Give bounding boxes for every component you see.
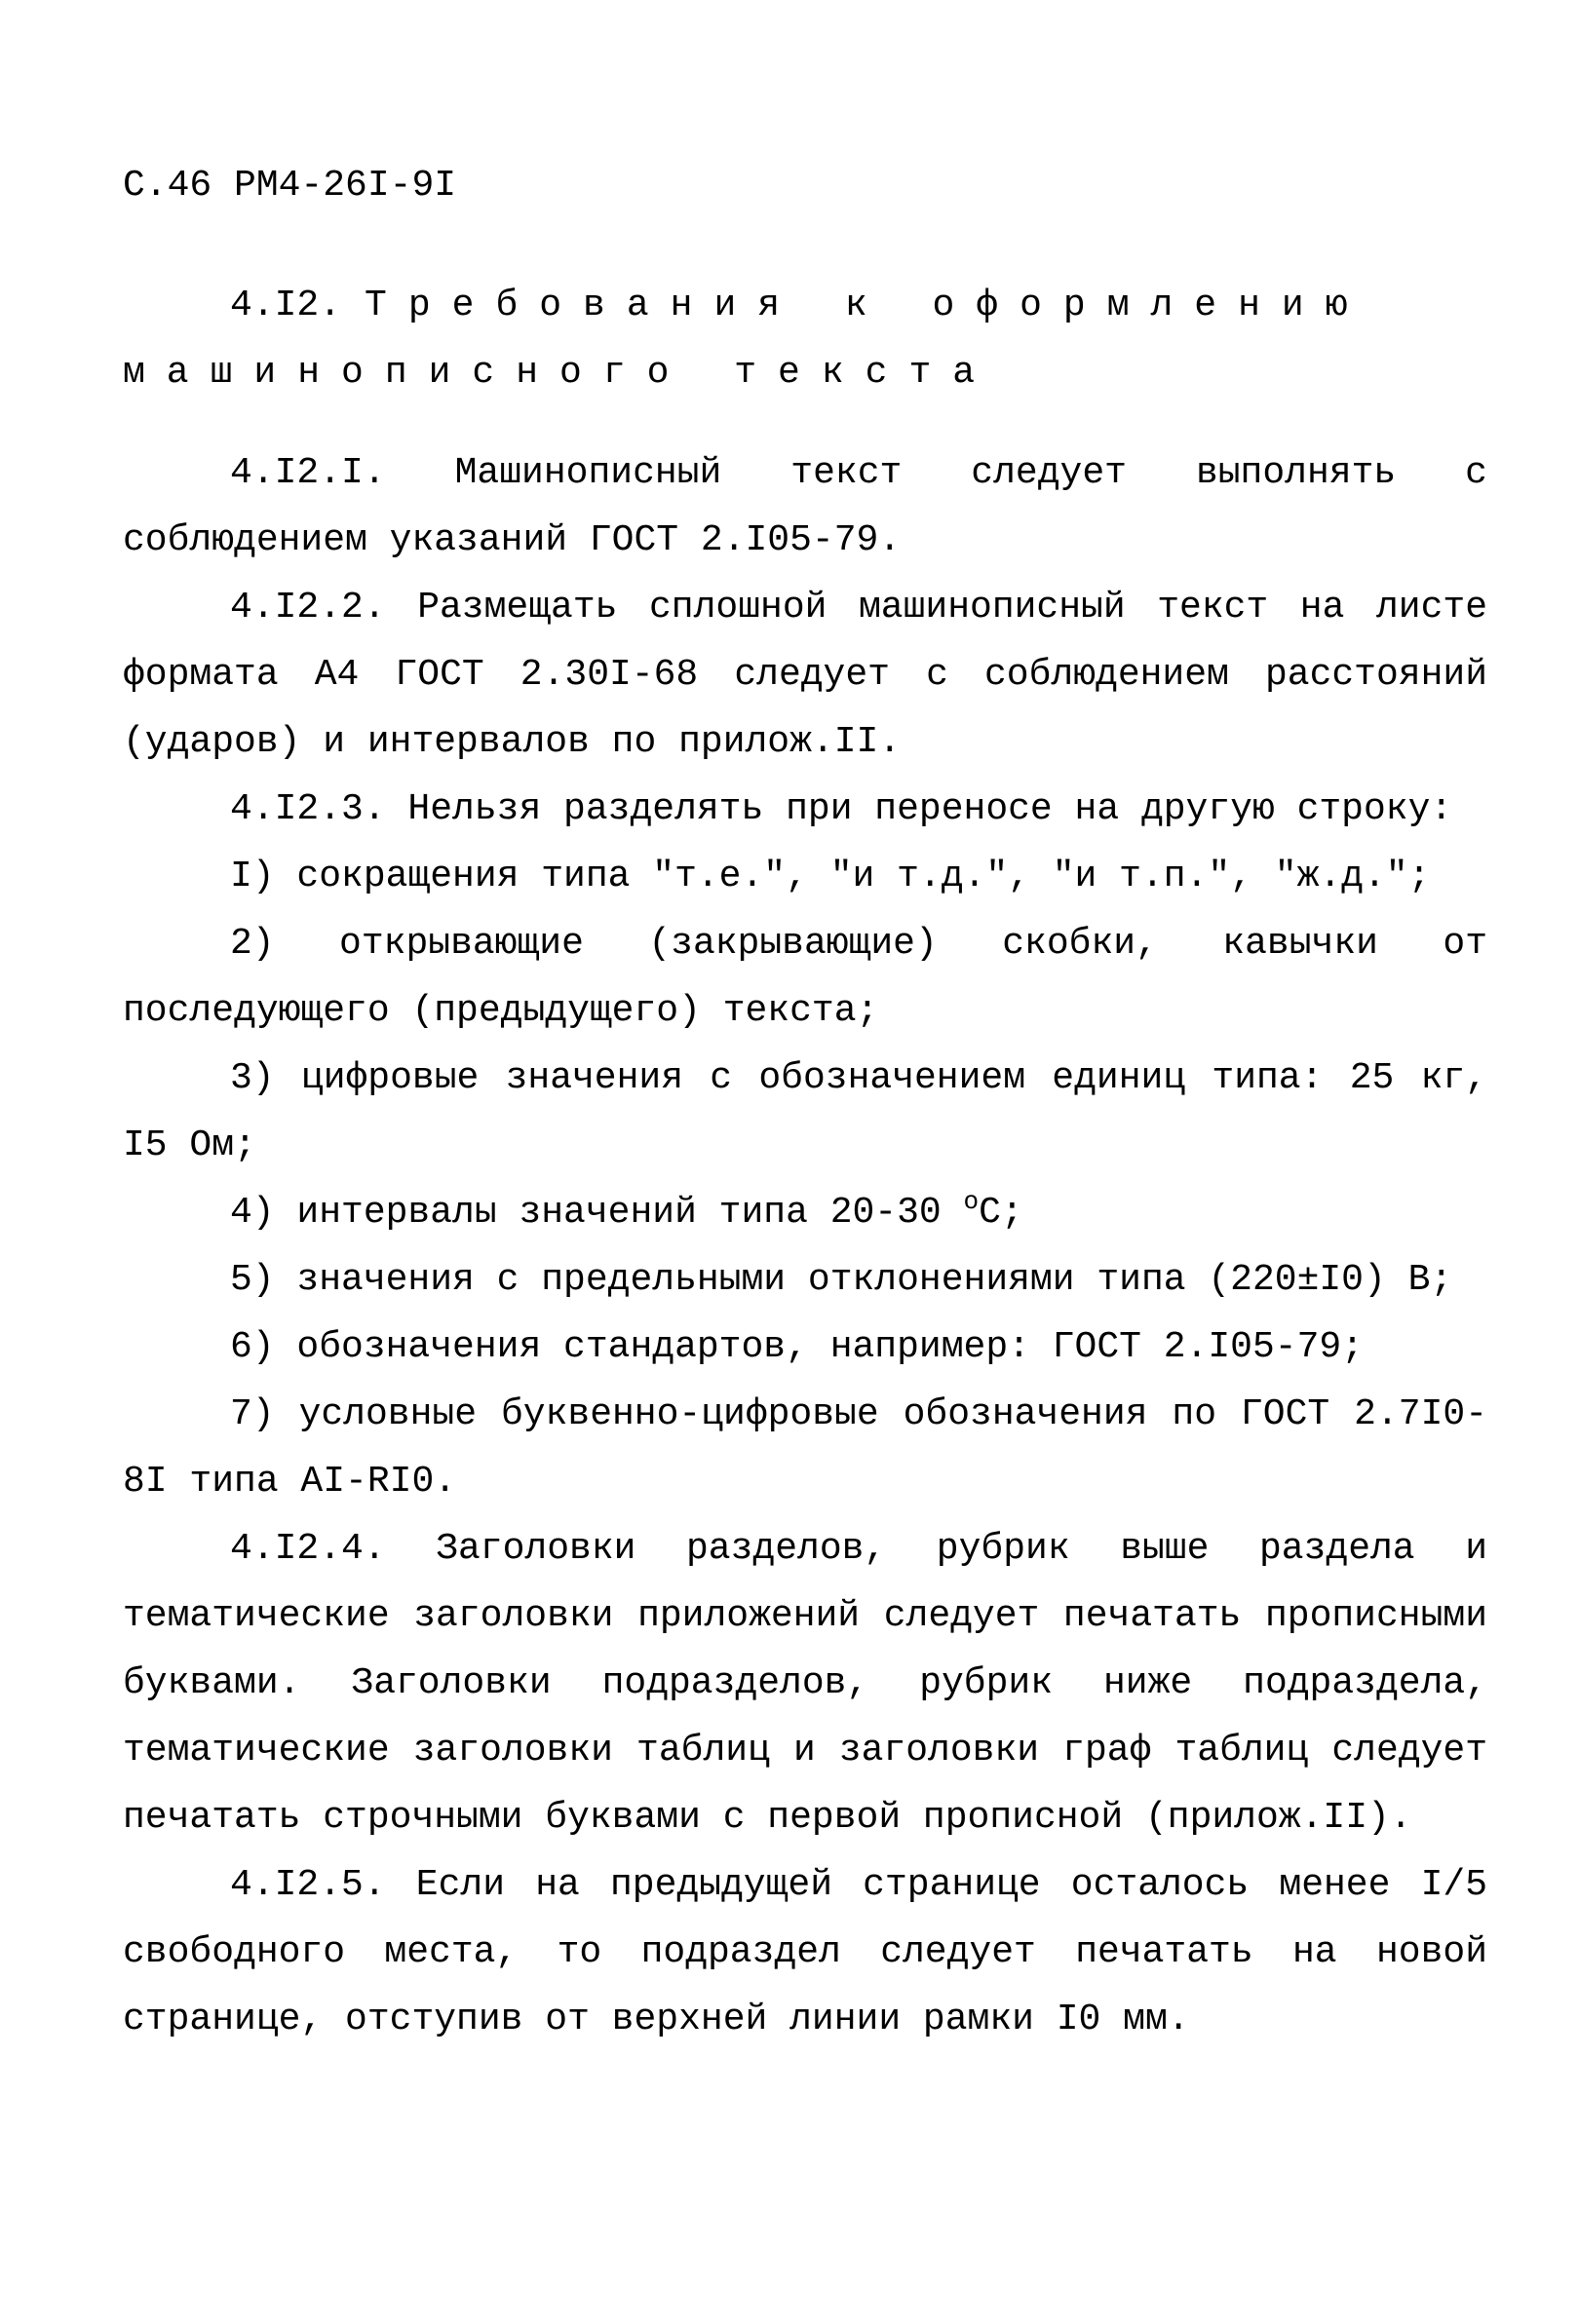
- section-heading: [123, 272, 1487, 406]
- paragraph-4-12-5: 4.I2.5. Если на предыдущей странице осталось менее I/5 свободного места, то подраздел следует печатать на новой странице, отступив от верхней линии рамки I0 мм.: [123, 1864, 1487, 2040]
- section-title-part-2: машинописного текста: [123, 352, 997, 394]
- paragraph-4-12-3: 4.I2.3. Нельзя разделять при переносе на другую строку:: [230, 788, 1453, 830]
- body-text: [123, 439, 1487, 2053]
- paragraph-4-12-1: 4.I2.I. Машинописный текст следует выполнять с соблюдением указаний ГОСТ 2.I05-79.: [123, 452, 1487, 561]
- list-item-5: 5) значения с предельными отклонениями типа (220±I0) В;: [230, 1259, 1453, 1301]
- list-item-2: 2) открывающие (закрывающие) скобки, кавычки от последующего (предыдущего) текста;: [123, 923, 1487, 1032]
- list-item-4-unit: С;: [979, 1192, 1023, 1234]
- section-title-part-1: Требования к оформлению: [365, 285, 1369, 326]
- section-heading-line-1: [123, 272, 1487, 339]
- paragraph-4-12-2: 4.I2.2. Размещать сплошной машинописный текст на листе формата А4 ГОСТ 2.30I-68 следует с соблюдением расстояний (ударов) и интервалов по прилож.II.: [123, 587, 1487, 763]
- list-item-3: 3) цифровые значения с обозначением единиц типа: 25 кг, I5 Ом;: [123, 1057, 1487, 1166]
- list-item-6: 6) обозначения стандартов, например: ГОСТ 2.I05-79;: [230, 1326, 1364, 1368]
- list-item-7: 7) условные буквенно-цифровые обозначения по ГОСТ 2.7I0-8I типа АI-RI0.: [123, 1393, 1487, 1503]
- degree-superscript: о: [963, 1187, 980, 1216]
- paragraph-4-12-4: 4.I2.4. Заголовки разделов, рубрик выше раздела и тематические заголовки приложений следует печатать прописными буквами. Заголовки подразделов, рубрик ниже подраздела, тематические заголовки таблиц и заголовки граф таблиц следует печатать строчными буквами с первой прописной (прилож.II).: [123, 1528, 1487, 1839]
- list-item-1: I) сокращения типа "т.е.", "и т.д.", "и т.п.", "ж.д.";: [230, 856, 1431, 897]
- list-item-4-text: 4) интервалы значений типа 20-30: [230, 1192, 964, 1234]
- page-header: С.46 РМ4-26I-9I: [123, 165, 457, 207]
- list-item-4: [123, 1179, 1487, 1246]
- section-number: 4.I2.: [230, 285, 342, 326]
